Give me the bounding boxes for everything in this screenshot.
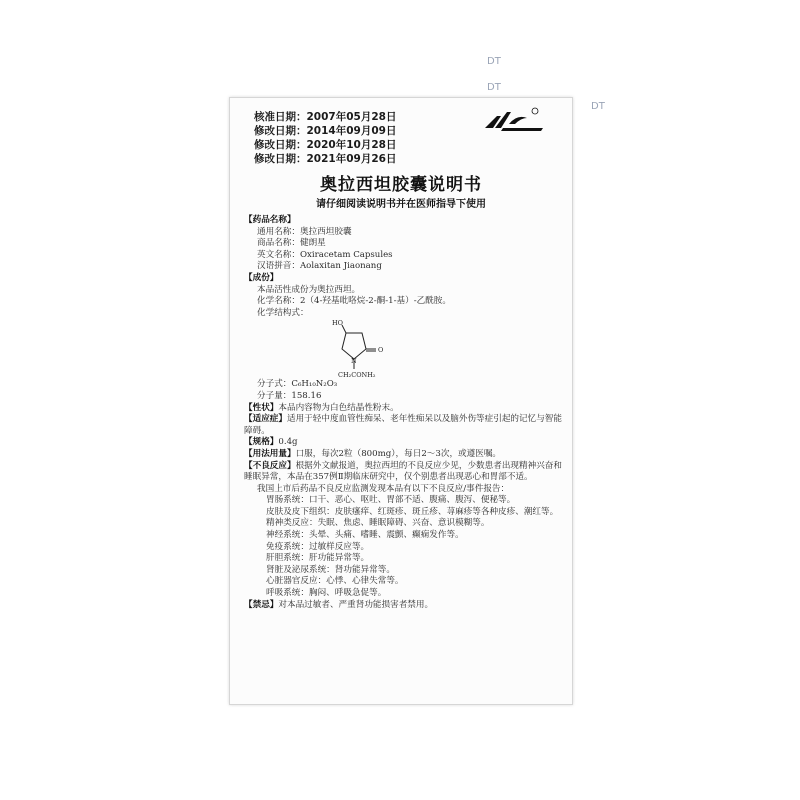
structure-ho-label: HO	[332, 319, 343, 328]
section-header-composition: 【成份】	[244, 272, 279, 283]
trade-name: 商品名称：健朗星	[257, 238, 326, 249]
section-header-adverse: 【不良反应】	[244, 460, 296, 471]
leaflet-sheet	[229, 97, 573, 705]
adverse-section	[244, 461, 562, 484]
chemical-name: 化学名称：2（4-羟基吡咯烷-2-酮-1-基）-乙酰胺。	[257, 296, 451, 307]
generic-name: 通用名称：奥拉西坦胶囊	[257, 226, 352, 237]
spec-section	[244, 437, 562, 449]
revision-date: 修改日期：2021年09月26日	[254, 153, 397, 165]
section-header-indications: 【适应症】	[244, 414, 287, 425]
approval-date: 核准日期：2007年05月28日	[254, 111, 397, 123]
dosage-section	[244, 449, 562, 461]
chemical-structure-diagram	[324, 319, 562, 379]
watermark-text: DT	[591, 101, 605, 112]
section-header-name: 【药品名称】	[244, 215, 296, 225]
watermark-text: DT	[487, 56, 501, 67]
pinyin-name: 汉语拼音：Aolaxitan Jiaonang	[257, 261, 382, 272]
adverse-item: 肝胆系统：肝功能异常等。	[266, 553, 370, 564]
adverse-item: 心脏器官反应：心悸、心律失常等。	[266, 576, 404, 587]
contraindications-text: 对本品过敏者、严重肾功能损害者禁用。	[278, 599, 434, 610]
section-header-contraindications: 【禁忌】	[244, 599, 279, 610]
english-name: 英文名称：Oxiracetam Capsules	[257, 249, 393, 260]
revision-date: 修改日期：2014年09月09日	[254, 125, 397, 137]
revision-date: 修改日期：2020年10月28日	[254, 139, 397, 151]
structure-o-label: O	[378, 346, 384, 355]
contraindications-section	[244, 600, 562, 612]
section-header-dosage: 【用法用量】	[244, 448, 296, 459]
leaflet-body	[244, 215, 562, 611]
post-market-text: 我国上市后药品不良反应监测发现本品有以下不良反应/事件报告：	[257, 483, 510, 494]
adverse-item: 免疫系统：过敏样反应等。	[266, 541, 370, 552]
company-logo	[483, 106, 545, 134]
adverse-item: 神经系统：头晕、头痛、嗜睡、震颤、癫痫发作等。	[266, 530, 464, 541]
document-subtitle: 请仔细阅读说明书并在医师指导下使用	[316, 199, 486, 210]
section-header-spec: 【规格】	[244, 437, 279, 448]
structure-n-label: N	[351, 357, 357, 366]
adverse-item: 精神类反应：失眠、焦虑、睡眠障碍、兴奋、意识模糊等。	[266, 518, 490, 529]
document-title: 奥拉西坦胶囊说明书	[320, 175, 482, 195]
approval-dates	[254, 110, 396, 166]
molecular-formula: 分子式：C₆H₁₀N₂O₃	[257, 379, 338, 390]
active-ingredient: 本品活性成份为奥拉西坦。	[257, 284, 361, 295]
properties-section	[244, 403, 562, 415]
dosage-text: 口服，每次2粒（800mg），每日2～3次，或遵医嘱。	[295, 448, 502, 459]
structure-label: 化学结构式：	[257, 307, 309, 318]
watermark-text: DT	[487, 82, 501, 93]
adverse-item: 肾脏及泌尿系统：肾功能异常等。	[266, 564, 395, 575]
properties-text: 本品内容物为白色结晶性粉末。	[278, 402, 399, 413]
molecular-weight: 分子量：158.16	[257, 390, 322, 401]
adverse-item: 皮肤及皮下组织：皮肤瘙痒、红斑疹、斑丘疹、荨麻疹等各种皮疹、潮红等。	[266, 506, 559, 517]
section-header-properties: 【性状】	[244, 402, 279, 413]
indications-section	[244, 414, 562, 437]
spec-text: 0.4g	[278, 437, 298, 448]
adverse-text: 根据外文献报道，奥拉西坦的不良反应少见，少数患者出现精神兴奋和睡眠异常，本品在357例Ⅱ期临床研究中，仅个别患者出现恶心和胃部不适。	[244, 460, 562, 483]
indications-text: 适用于轻中度血管性痴呆、老年性痴呆以及脑外伤等症引起的记忆与智能障碍。	[244, 414, 562, 436]
structure-side-chain-label: CH₂CONH₂	[338, 371, 376, 380]
adverse-item: 胃肠系统：口干、恶心、呕吐、胃部不适、腹痛、腹泻、便秘等。	[266, 495, 516, 506]
adverse-item: 呼吸系统：胸闷、呼吸急促等。	[266, 588, 387, 599]
